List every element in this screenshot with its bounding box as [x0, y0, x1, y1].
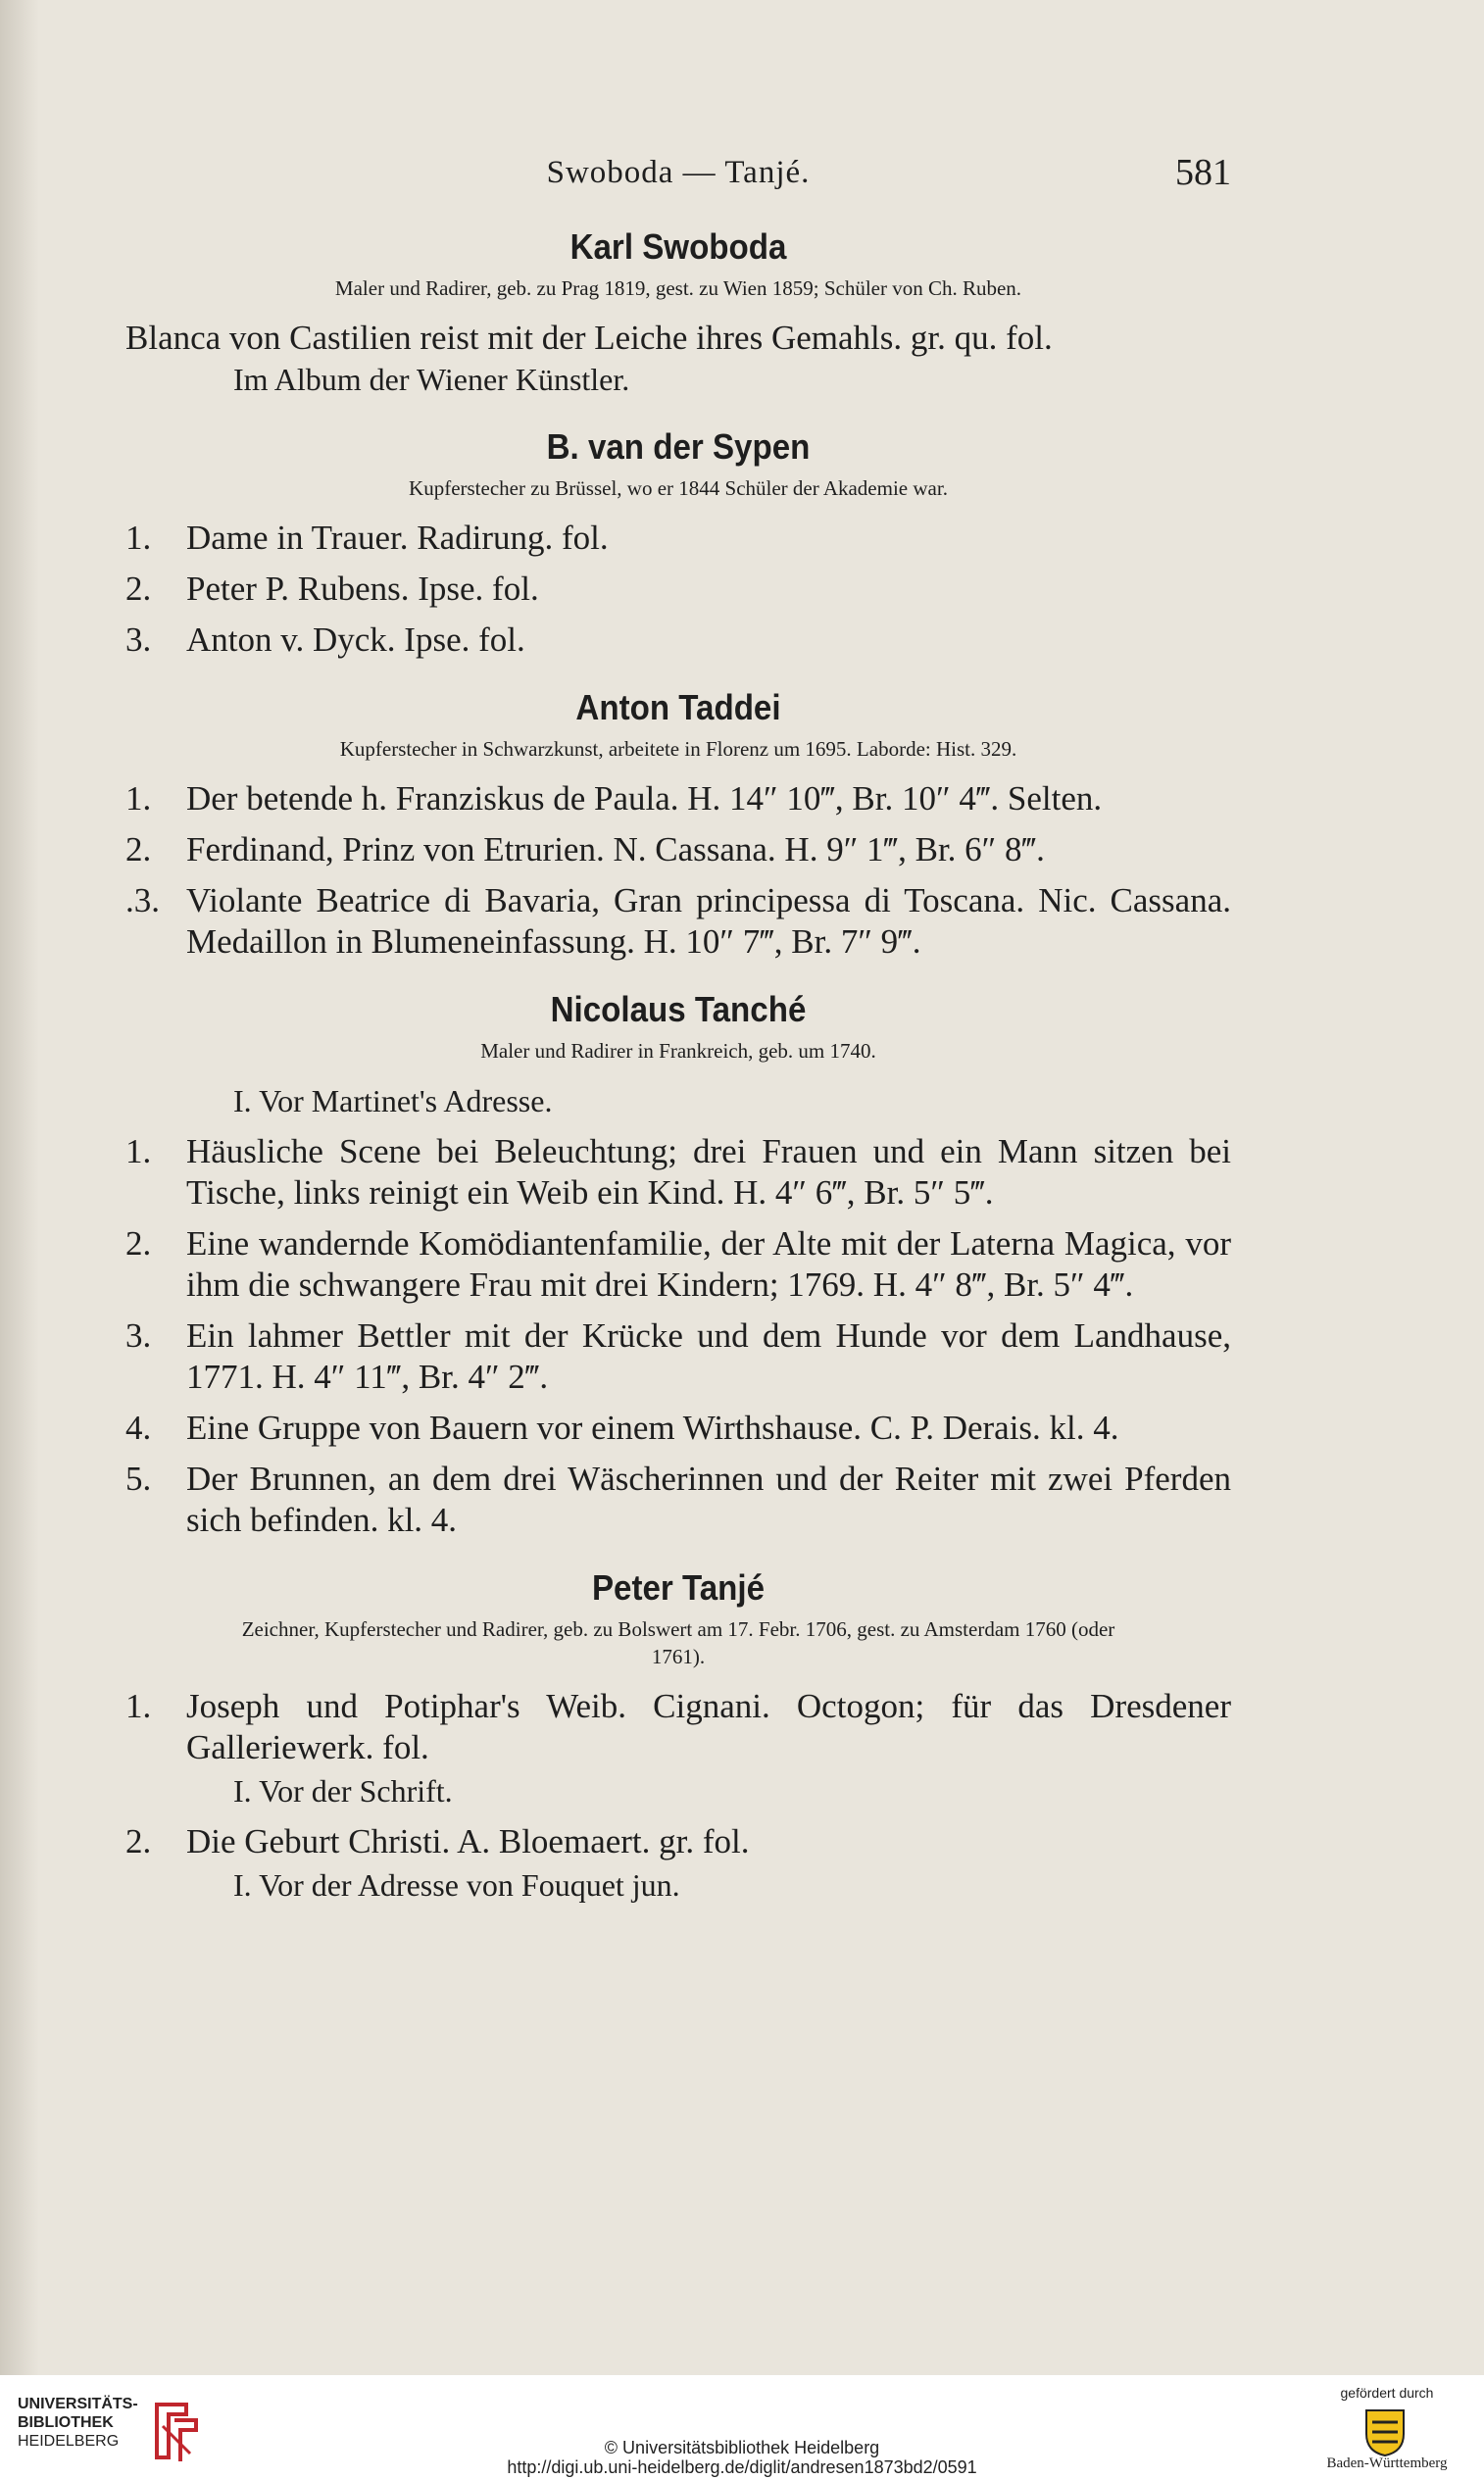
sponsor-block — [1313, 2385, 1460, 2472]
catalog-entry — [125, 518, 1231, 559]
entry-number: 3. — [125, 1316, 152, 1355]
entry-number: 1. — [125, 1687, 152, 1725]
artist-heading-taddei: Anton Taddei — [575, 687, 781, 727]
page-content — [125, 147, 1231, 1915]
entry-number: 3. — [125, 620, 152, 659]
entry-number: 5. — [125, 1460, 152, 1498]
entry-number: 1. — [125, 779, 152, 818]
artist-subtitle-tanche: Maler und Radirer in Frankreich, geb. um 1740. — [480, 1039, 876, 1063]
catalog-entry — [125, 1459, 1231, 1541]
library-line-3: HEIDELBERG — [18, 2433, 120, 2450]
source-url[interactable]: http://digi.ub.uni-heidelberg.de/diglit/andresen1873bd2/0591 — [507, 2457, 977, 2477]
entry-text: Eine wandernde Komödiantenfamilie, der Alte mit der Laterna Magica, vor ihm die schwangere Frau mit drei Kindern; 1769. H. 4″ 8‴, Br. 5″ 4‴. — [186, 1224, 1231, 1304]
library-line-1: UNIVERSITÄTS- — [18, 2396, 138, 2412]
page-number: 581 — [1175, 152, 1231, 193]
catalog-entry — [125, 829, 1231, 870]
artist-subtitle-tanje: Zeichner, Kupferstecher und Radirer, geb. zu Bolswert am 17. Febr. 1706, gest. zu Amsterdam 1760 (oder 1761). — [241, 1617, 1115, 1668]
state-note: I. Vor Martinet's Adresse. — [233, 1083, 553, 1118]
copyright-block — [0, 2438, 1484, 2477]
footer-bar — [0, 2375, 1484, 2480]
running-head — [125, 147, 1231, 206]
artist-heading-swoboda: Karl Swoboda — [569, 226, 787, 267]
catalog-entry — [125, 620, 1231, 661]
sponsor-name: Baden-Württemberg — [1326, 2455, 1448, 2471]
entry-number: 4. — [125, 1409, 152, 1447]
state-note: I. Vor der Adresse von Fouquet jun. — [233, 1867, 680, 1903]
catalog-entry — [125, 1223, 1231, 1306]
catalog-entry — [125, 1131, 1231, 1214]
catalog-entry — [125, 1821, 1231, 1862]
entry-text: Peter P. Rubens. Ipse. fol. — [186, 570, 539, 608]
entry-text: Anton v. Dyck. Ipse. fol. — [186, 620, 525, 659]
running-head-title: Swoboda — Tanjé. — [546, 155, 811, 190]
entry-text: Violante Beatrice di Bavaria, Gran principessa di Toscana. Nic. Cassana. Medaillon in Blumeneinfassung. H. 10″ 7‴, Br. 7″ 9‴. — [186, 881, 1231, 961]
artist-subtitle-taddei: Kupferstecher in Schwarzkunst, arbeitete in Florenz um 1695. Laborde: Hist. 329. — [339, 737, 1017, 761]
entry-text: Joseph und Potiphar's Weib. Cignani. Octogon; für das Dresdener Galleriewerk. fol. — [186, 1687, 1231, 1766]
entry-text: Dame in Trauer. Radirung. fol. — [186, 519, 609, 557]
catalog-entry: Blanca von Castilien reist mit der Leiche ihres Gemahls. gr. qu. fol. — [125, 319, 1053, 357]
entry-text: Ein lahmer Bettler mit der Krücke und dem Hunde vor dem Landhause, 1771. H. 4″ 11‴, Br. 4″ 2‴. — [186, 1316, 1231, 1396]
catalog-entry — [125, 569, 1231, 610]
catalog-entry — [125, 778, 1231, 819]
entry-number: 2. — [125, 1822, 152, 1860]
entry-text: Eine Gruppe von Bauern vor einem Wirthshause. C. P. Derais. kl. 4. — [186, 1409, 1119, 1447]
entry-number: 2. — [125, 1224, 152, 1263]
library-line-2: BIBLIOTHEK — [18, 2414, 114, 2431]
catalog-entry — [125, 1315, 1231, 1398]
entry-text: Häusliche Scene bei Beleuchtung; drei Frauen und ein Mann sitzen bei Tische, links reinigt ein Weib ein Kind. H. 4″ 6‴, Br. 5″ 5‴. — [186, 1132, 1231, 1212]
catalog-entry — [125, 1408, 1231, 1449]
state-note: I. Vor der Schrift. — [233, 1773, 453, 1809]
entry-text: Der betende h. Franziskus de Paula. H. 14″ 10‴, Br. 10″ 4‴. Selten. — [186, 779, 1103, 818]
catalog-entry — [125, 1686, 1231, 1768]
entry-number: .3. — [125, 881, 160, 919]
state-crest-icon — [1362, 2406, 1408, 2457]
entry-number: 1. — [125, 519, 152, 557]
artist-subtitle-sypen: Kupferstecher zu Brüssel, wo er 1844 Schüler der Akademie war. — [409, 476, 948, 500]
artist-subtitle-swoboda: Maler und Radirer, geb. zu Prag 1819, gest. zu Wien 1859; Schüler von Ch. Ruben. — [334, 276, 1022, 300]
sponsor-label: gefördert durch — [1340, 2385, 1434, 2401]
entry-text: Die Geburt Christi. A. Bloemaert. gr. fol. — [186, 1822, 750, 1860]
entry-note: Im Album der Wiener Künstler. — [233, 362, 630, 397]
entry-number: 1. — [125, 1132, 152, 1170]
entry-text: Ferdinand, Prinz von Etrurien. N. Cassana. H. 9″ 1‴, Br. 6″ 8‴. — [186, 830, 1045, 868]
artist-heading-sypen: B. van der Sypen — [546, 426, 811, 467]
entry-number: 2. — [125, 830, 152, 868]
artist-heading-tanche: Nicolaus Tanché — [550, 989, 807, 1029]
copyright-text: © Universitätsbibliothek Heidelberg — [604, 2438, 880, 2457]
artist-heading-tanje: Peter Tanjé — [591, 1567, 766, 1608]
entry-text: Der Brunnen, an dem drei Wäscherinnen und der Reiter mit zwei Pferden sich befinden. kl. 4. — [186, 1460, 1231, 1539]
catalog-entry — [125, 880, 1231, 963]
entry-number: 2. — [125, 570, 152, 608]
